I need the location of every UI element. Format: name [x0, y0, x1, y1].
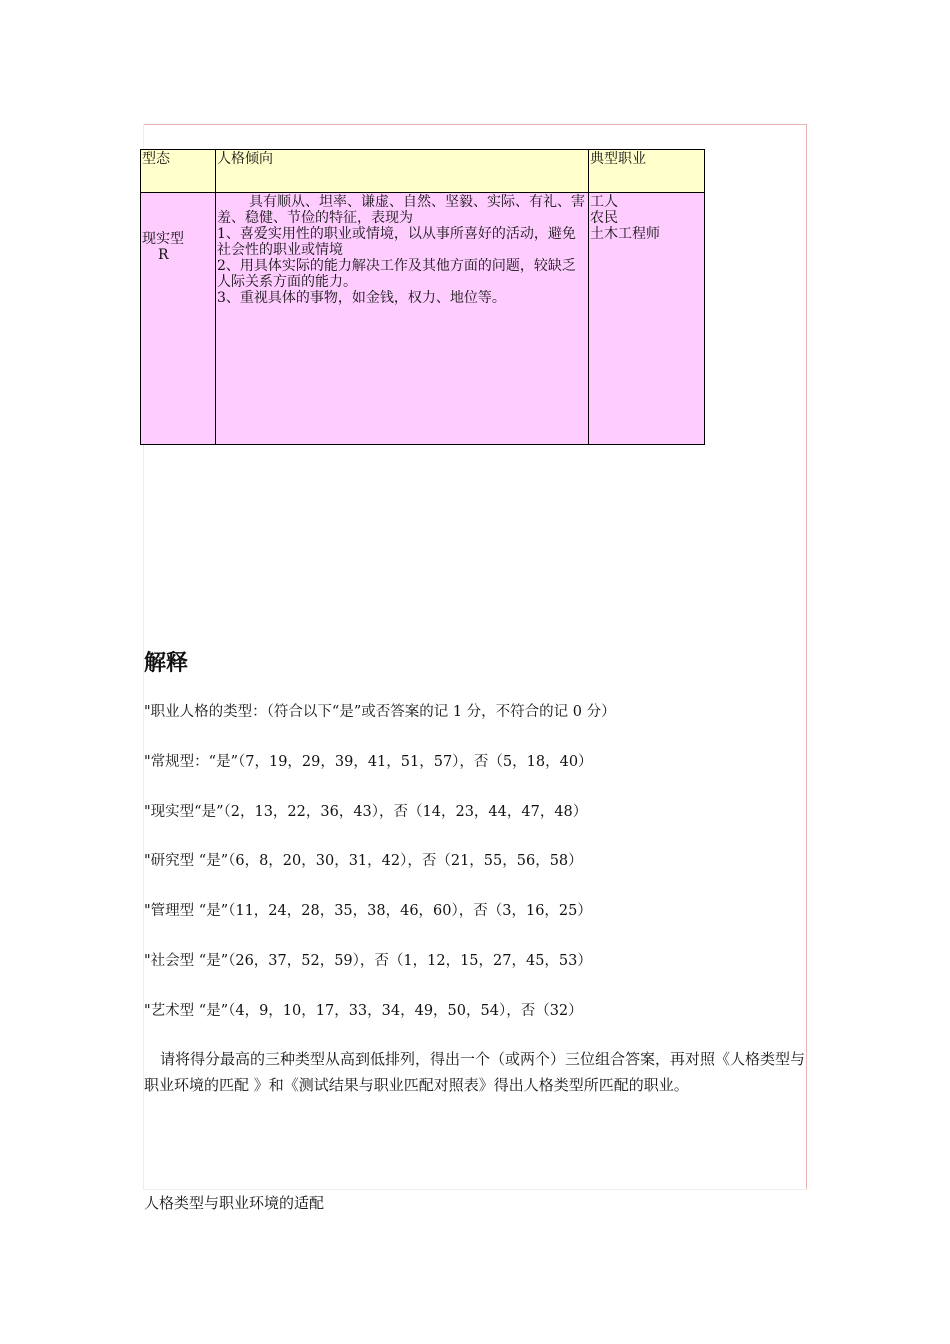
table-row — [141, 193, 705, 445]
page-frame-top — [143, 124, 807, 125]
footer-title: 人格类型与职业环境的适配 — [144, 1194, 325, 1212]
header-jobs: 典型职业 — [589, 150, 705, 193]
page-frame-right — [806, 124, 807, 1190]
scoring-line: "现实型“是”（2，13，22，36，43），否（14，23，44，47，48） — [144, 804, 588, 820]
scoring-line: "艺术型 “是”（4，9，10，17，33，34，49，50，54），否（32） — [144, 1003, 583, 1019]
job-item: 农民 — [590, 210, 618, 226]
table-header-row — [141, 150, 705, 193]
job-item: 工人 — [590, 194, 618, 210]
type-cell — [141, 193, 216, 445]
tendency-line: 1、喜爱实用性的职业或情境，以从事所喜好的活动，避免社会性的职业或情境 — [217, 226, 576, 258]
tendency-cell — [216, 193, 589, 445]
scoring-line: "研究型 “是”（6，8，20，30，31，42），否（21，55，56，58） — [144, 853, 583, 869]
instruction-paragraph: 请将得分最高的三种类型从高到低排列，得出一个（或两个）三位组合答案，再对照《人格类型与职业环境的匹配 》和《测试结果与职业匹配对照表》得出人格类型所匹配的职业。 — [144, 1050, 806, 1094]
header-tendency: 人格倾向 — [216, 150, 589, 193]
section-title: 解释 — [144, 651, 189, 676]
scoring-line: "管理型 “是”（11，24，28，35，38，46，60），否（3，16，25） — [144, 903, 592, 919]
page-frame-bottom — [143, 1189, 807, 1190]
scoring-line: "社会型 “是”（26，37，52，59），否（1，12，15，27，45，53） — [144, 953, 592, 969]
scoring-line: "职业人格的类型：（符合以下“是”或否答案的记 1 分，不符合的记 0 分） — [144, 704, 616, 720]
tendency-line: 3、重视具体的事物，如金钱，权力、地位等。 — [217, 290, 506, 306]
tendency-line: 具有顺从、坦率、谦虚、自然、坚毅、实际、有礼、害羞、稳健、节俭的特征，表现为 — [217, 194, 585, 226]
jobs-cell — [589, 193, 705, 445]
type-name: 现实型 — [142, 231, 184, 247]
personality-table — [140, 149, 705, 445]
tendency-line: 2、用具体实际的能力解决工作及其他方面的问题，较缺乏人际关系方面的能力。 — [217, 258, 576, 290]
job-item: 土木工程师 — [590, 226, 660, 242]
type-code: R — [158, 247, 169, 263]
header-type: 型态 — [141, 150, 216, 193]
scoring-line: "常规型：“是”（7，19，29，39，41，51，57），否（5，18，40） — [144, 754, 593, 770]
